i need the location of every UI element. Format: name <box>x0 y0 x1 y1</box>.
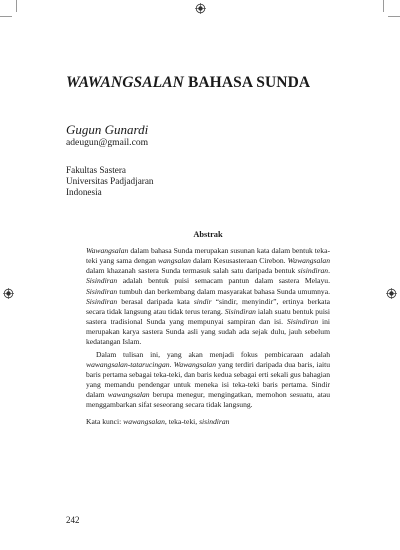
text-run: . <box>328 266 330 276</box>
author-affiliation <box>66 165 154 199</box>
italic-term: Sisindiran <box>86 276 118 286</box>
abstract-body <box>86 246 330 427</box>
text-run: dalam bahasa Sunda merupakan susunan kata dalam bentuk teka-teki yang sama dengan <box>86 246 330 266</box>
keywords-line <box>86 417 330 427</box>
text-run: berupa menegur, mengingatkan, memohon sesuatu, atau menggambarkan sifat seseorang secara tidak langsung. <box>86 390 331 410</box>
page-number: 242 <box>66 515 80 525</box>
abstract-paragraph-2 <box>86 350 330 411</box>
text-run: berasal daripada kata <box>117 296 194 306</box>
abstract-heading: Abstrak <box>193 230 223 239</box>
italic-term: sindir <box>193 296 212 306</box>
article-title-rest: BAHASA SUNDA <box>183 74 311 91</box>
author-email: adeugun@gmail.com <box>66 137 149 148</box>
registration-mark-icon <box>3 288 14 299</box>
italic-term: Wawangsalan <box>86 246 129 255</box>
registration-mark-icon <box>386 288 397 299</box>
affiliation-faculty: Fakultas Sastera <box>66 165 126 175</box>
italic-term: wawangsalan <box>123 416 165 426</box>
text-run: adalah bentuk puisi semacam pantun dalam sastera Melayu. <box>117 276 330 286</box>
italic-term: sisindiran <box>297 266 329 276</box>
text-run: . <box>169 359 174 369</box>
italic-term: Wawangsalan <box>173 359 217 369</box>
italic-term: wangsalan <box>158 256 191 266</box>
affiliation-country: Indonesia <box>66 187 102 198</box>
text-run: , teka-teki, <box>164 416 200 426</box>
italic-term: Sisindiran <box>224 306 256 316</box>
text-run: dalam Kesusasteraan Cirebon. <box>190 256 288 266</box>
text-run: tumbuh dan berkembang dalam masyarakat bahasa Sunda umumnya. <box>117 286 330 296</box>
text-run: yang terdiri daripada dua baris, iaitu baris pertama sebagai teka-teki, dan baris kedua sebagai erti sekali gus bahagian yang memandu pendengar untuk meneka isi teka-teki baris pertama. Sindir dalam <box>86 359 331 400</box>
crop-mark <box>16 0 17 12</box>
italic-term: wawangsalan <box>107 390 150 400</box>
abstract-paragraph-1 <box>86 246 330 348</box>
author-block <box>66 122 148 149</box>
text-run: Dalam tulisan ini, yang akan menjadi fokus pembicaraan adalah <box>96 349 330 359</box>
italic-term: Wawangsalan <box>287 256 330 266</box>
article-title-italic: WAWANGSALAN <box>66 74 184 91</box>
text-run: dalam khazanah sastera Sunda termasuk salah satu daripada bentuk <box>86 266 298 276</box>
crop-mark <box>383 0 384 12</box>
text-run: ini merupakan karya sastera Sunda asli yang sudah ada sejak dulu, jauh sebelum kedatangan Islam. <box>86 317 330 347</box>
italic-term: Sisindiran <box>86 286 118 296</box>
registration-mark-icon <box>195 3 206 14</box>
crop-mark <box>0 16 12 31</box>
crop-mark <box>388 16 400 31</box>
italic-term: sisindiran <box>199 416 230 426</box>
italic-term: Sisindiran <box>86 296 118 306</box>
text-run: Kata kunci: <box>86 416 124 426</box>
affiliation-university: Universitas Padjadjaran <box>66 176 154 187</box>
author-name: Gugun Gunardi <box>66 122 149 137</box>
article-title <box>66 74 310 92</box>
italic-term: wawangsalan-tatarucingan <box>86 359 170 369</box>
text-run: “sindir, menyindir”, ertinya berkata secara tidak langsung atau tidak terus terang. <box>86 296 330 316</box>
text-run: ialah suatu bentuk puisi sastera tradisional Sunda yang mempunyai sampiran dan isi. <box>86 306 330 327</box>
italic-term: Sisindiran <box>286 317 319 327</box>
